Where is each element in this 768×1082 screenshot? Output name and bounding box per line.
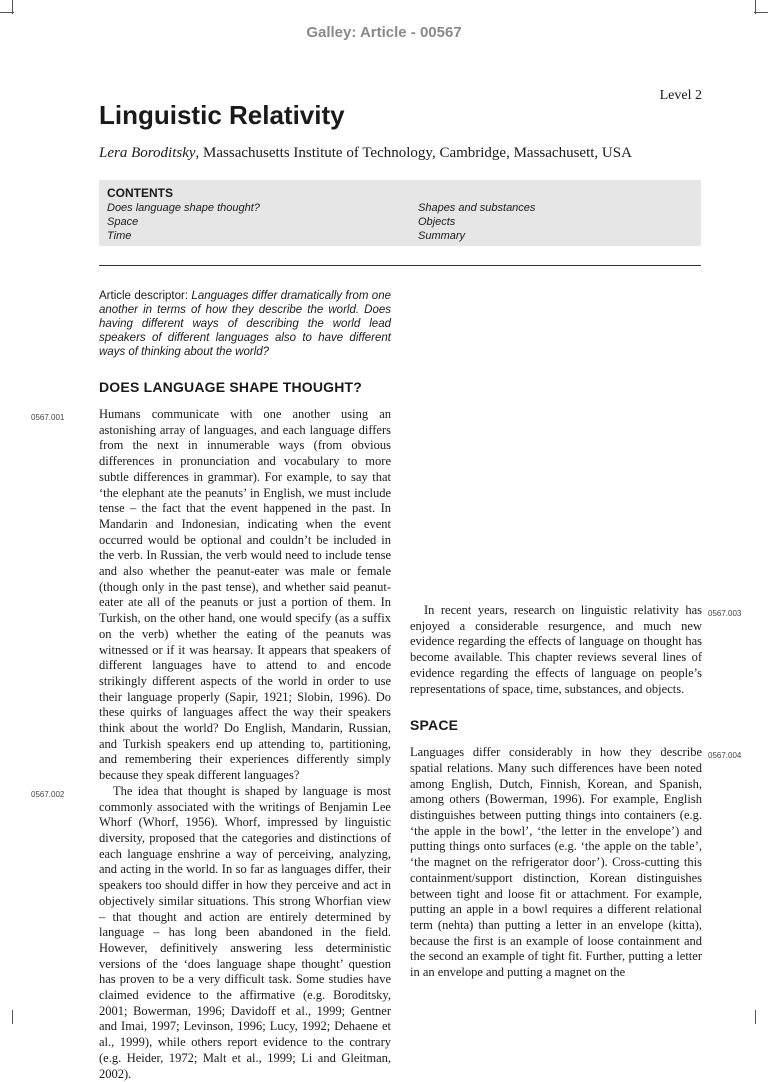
paragraph-4 bbox=[410, 745, 742, 981]
descriptor-text: Languages differ dramatically from one another in terms of how they describe the world. Does having different ways of describing the world lead speakers of different languages also to have different ways of thinking about the world? bbox=[99, 290, 391, 358]
crop-mark bbox=[0, 12, 14, 13]
section-heading-space: SPACE bbox=[410, 717, 459, 734]
level-label: Level 2 bbox=[659, 88, 702, 103]
article-descriptor bbox=[99, 289, 391, 359]
contents-item[interactable]: Time bbox=[107, 230, 132, 242]
contents-item[interactable]: Space bbox=[107, 216, 139, 228]
contents-item[interactable]: Objects bbox=[418, 216, 456, 228]
paragraph-id: 0567.001 bbox=[31, 413, 65, 422]
paragraph-3 bbox=[410, 603, 742, 697]
contents-item[interactable]: Shapes and substances bbox=[418, 202, 536, 214]
contents-item[interactable]: Does language shape thought? bbox=[107, 202, 260, 214]
contents-column-1 bbox=[107, 201, 260, 243]
author-name: Lera Boroditsky bbox=[99, 145, 196, 161]
crop-mark bbox=[12, 1010, 13, 1024]
crop-mark bbox=[754, 12, 768, 13]
left-column bbox=[31, 289, 391, 1082]
paragraph-text: The idea that thought is shaped by language is most commonly associated with the writings of Benjamin Lee Whorf (Whorf, 1956). Whorf, impressed by linguistic diversity, proposed that the categories and distinctions of each language enshrine a way of perceiving, analyzing, and acting in the world. In so far as languages differ, their speakers too should differ in how they perceive and act in objectively similar situations. This strong Whorfian view – that thought and action are entirely determined by language – has long been abandoned in the field. However, definitively answering less deterministic versions of the ‘does language shape thought’ question has proven to be a very difficult task. Some studies have claimed evidence to the affirmative (e.g. Boroditsky, 2001; Bowerman, 1996; Davidoff et al., 1999; Gentner and Imai, 1997; Levinson, 1996; Lucy, 1992; Dehaene et al., 1999), while others report evidence to the contrary (e.g. Heider, 1972; Malt et al., 1999; Li and Gleitman, 2002). bbox=[99, 783, 391, 1081]
author-affiliation: , Massachusetts Institute of Technology, Cambridge, Massachusett, USA bbox=[195, 145, 632, 161]
paragraph-2 bbox=[31, 783, 391, 1082]
section-heading-language-thought: DOES LANGUAGE SHAPE THOUGHT? bbox=[99, 379, 363, 395]
paragraph-text: In recent years, research on linguistic relativity has enjoyed a considerable resurgence, and much new evidence regarding the effects of language on thought has become available. This chapter reviews several lines of evidence regarding the effects of language on people’s representations of space, time, substances, and objects. bbox=[410, 603, 702, 696]
contents-heading: CONTENTS bbox=[107, 186, 173, 200]
paragraph-id: 0567.002 bbox=[31, 789, 65, 799]
contents-item[interactable]: Summary bbox=[418, 230, 466, 242]
author-line bbox=[99, 145, 632, 162]
right-column bbox=[410, 289, 742, 981]
article-title: Linguistic Relativity bbox=[99, 100, 345, 130]
descriptor-label: Article descriptor: bbox=[99, 290, 192, 302]
paragraph-text: Languages differ considerably in how they describe spatial relations. Many such differences have been noted among English, Dutch, Finnish, Korean, and Spanish, among others (Bowerman, 1996). For example, English distinguishes between putting things into containers (e.g. ‘the apple in the bowl’, ‘the letter in the envelope’) and putting things onto surfaces (e.g. ‘the apple on the table’, ‘the magnet on the refrigerator door’). Cross-cutting this containment/support distinction, Korean distinguishes between tight and loose fit or attachment. For example, putting an apple in a bowl requires a different relational term (nehta) than putting a letter in an envelope (kitta), because the first is an example of loose containment and the second an example of tight fit. Further, putting a letter in an envelope and putting a magnet on the bbox=[410, 745, 702, 980]
contents-box bbox=[99, 180, 701, 246]
paragraph-1 bbox=[31, 407, 391, 784]
contents-column-2 bbox=[418, 201, 535, 243]
divider bbox=[99, 265, 701, 266]
galley-header: Galley: Article - 00567 bbox=[306, 24, 462, 41]
continued-text-placeholder bbox=[410, 289, 702, 603]
crop-mark bbox=[755, 1010, 756, 1024]
paragraph-id: 0567.004 bbox=[708, 751, 742, 761]
paragraph-id: 0567.003 bbox=[708, 609, 742, 618]
paragraph-text: Humans communicate with one another using an astonishing array of languages, and each language differs from the next in innumerable ways (from obvious differences in pronunciation and vocabulary to more subtle differences in grammar). For example, to say that ‘the elephant ate the peanuts’ in English, we must include tense – the fact that the event happened in the past. In Mandarin and Indonesian, indicating when the event occurred would be optional and couldn’t be included in the verb. In Russian, the verb would need to include tense and also whether the peanut-eater was male or female (though only in the past tense), and whether said peanut-eater ate all of the peanuts or just a portion of them. In Turkish, on the other hand, one would specify (as a suffix on the verb) whether the eating of the peanuts was witnessed or if it was hearsay. It appears that speakers of different languages have to attend to and encode strikingly different aspects of the world in order to use their language properly (Sapir, 1921; Slobin, 1996). Do these quirks of languages affect the way their speakers think about the world? Do English, Mandarin, Russian, and Turkish speakers end up attending to, partitioning, and remembering their experiences differently simply because they speak different languages? bbox=[99, 407, 391, 783]
